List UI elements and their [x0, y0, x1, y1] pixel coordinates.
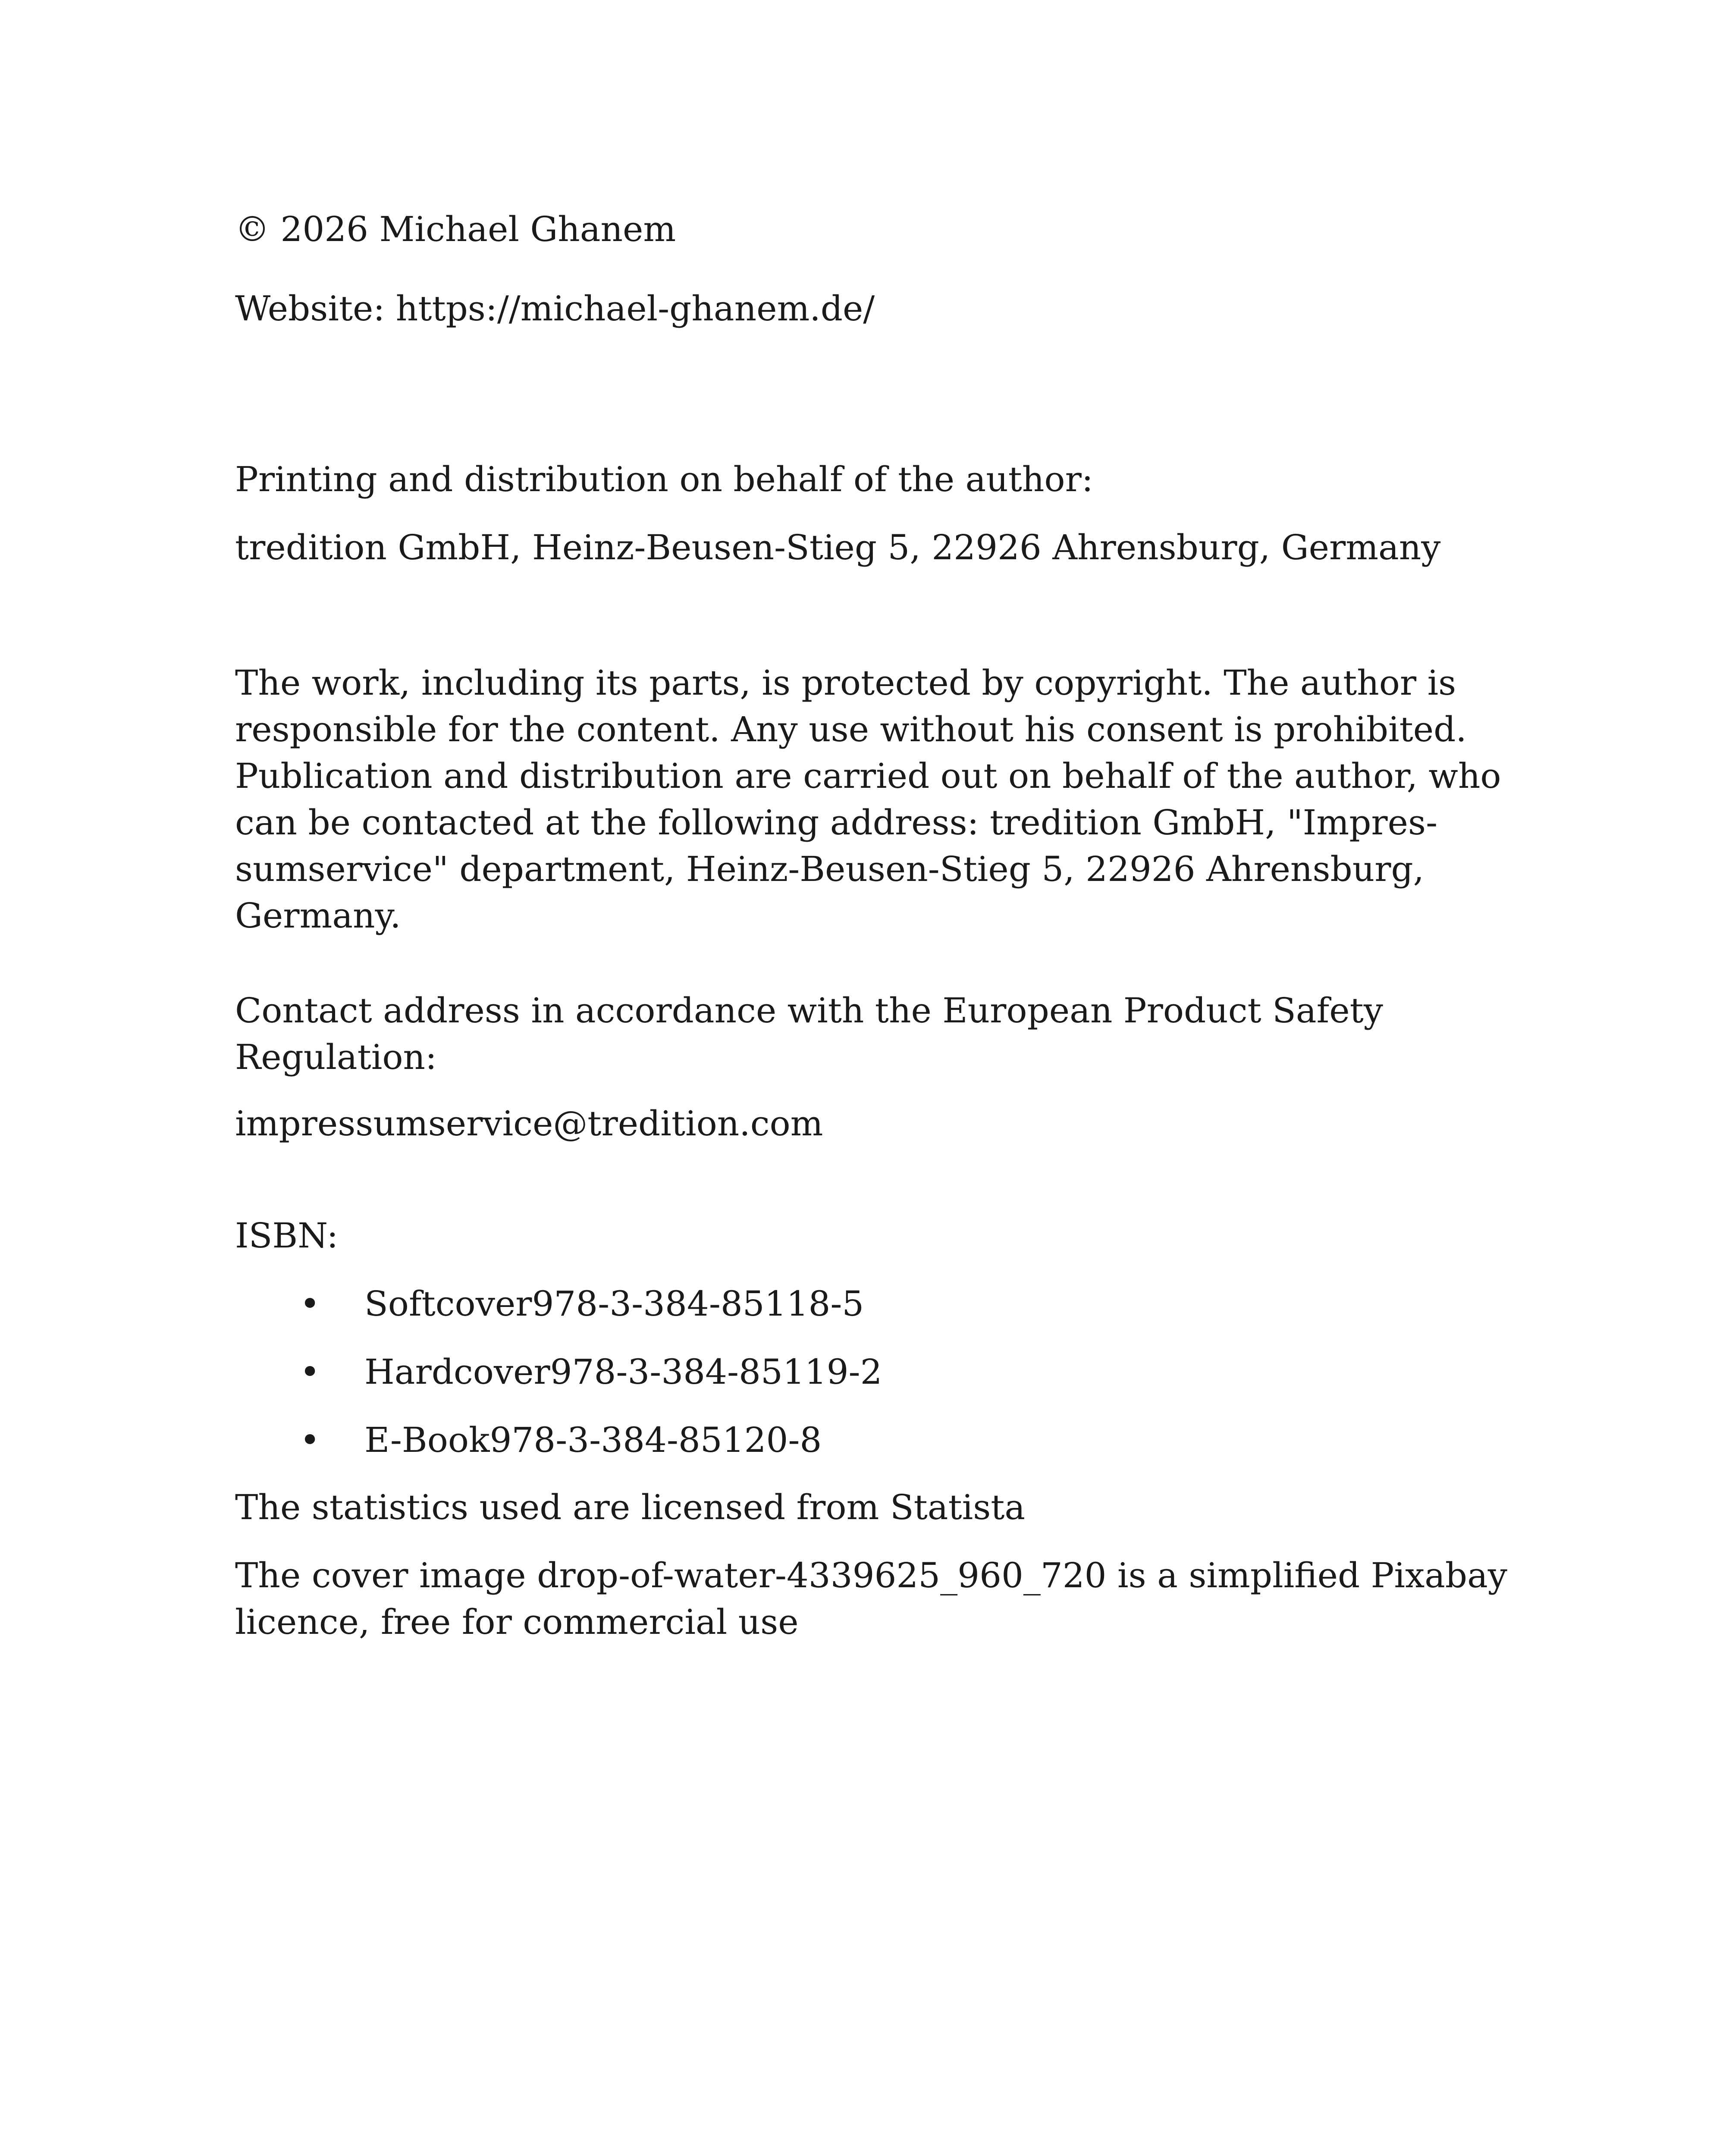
printing-label: Printing and distribution on behalf of the author: — [235, 459, 1093, 499]
contact-email: impressumservice@tredition.com — [235, 1103, 823, 1144]
isbn-item-ebook — [235, 1417, 1507, 1485]
isbn-label: ISBN: — [235, 1216, 339, 1256]
copyright-line: © 2026 Michael Ghanem — [235, 209, 676, 249]
printing-address: tredition GmbH, Heinz-Beusen-Stieg 5, 22926 Ahrensburg, Germany — [235, 527, 1441, 567]
imprint-page — [235, 0, 1507, 2156]
legal-paragraph: The work, including its parts, is protected by copyright. The author is responsible for the content. Any use without his consent is prohibited. Publication and distribution are carried out on behalf of the author, who can be contacted at the following address: tredition GmbH, "Impressumservice" department, Heinz-Beusen-Stieg 5, 22926 Ahrensburg, Germany. — [235, 663, 1501, 936]
bullet-icon: • — [300, 1284, 320, 1324]
isbn-list — [235, 1281, 1507, 1485]
website-line: Website: https://michael-ghanem.de/ — [235, 288, 875, 329]
isbn-item-hardcover — [235, 1349, 1507, 1417]
isbn-text: E-Book978-3-384-85120-8 — [364, 1420, 822, 1460]
bullet-icon: • — [300, 1420, 320, 1460]
isbn-item-softcover — [235, 1281, 1507, 1349]
cover-note: The cover image drop-of-water-4339625_960_720 is a simplified Pixabay licence, free for commercial use — [235, 1555, 1507, 1642]
isbn-text: Softcover978-3-384-85118-5 — [364, 1284, 864, 1324]
statistics-note: The statistics used are licensed from Statista — [235, 1487, 1026, 1527]
bullet-icon: • — [300, 1352, 320, 1392]
contact-label: Contact address in accordance with the European Product Safety Regulation: — [235, 990, 1383, 1077]
isbn-text: Hardcover978-3-384-85119-2 — [364, 1352, 882, 1392]
